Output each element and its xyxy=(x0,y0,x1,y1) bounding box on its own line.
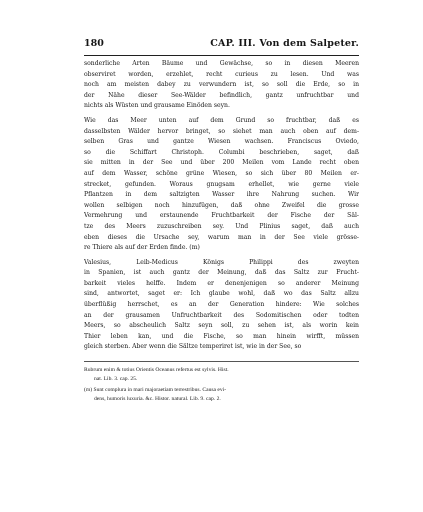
running-header xyxy=(84,38,359,56)
text-line: Thier leben kan, und die Fische, so man hinein wirfft, müssen xyxy=(84,332,359,340)
chapter-title: CAP. III. Von dem Salpeter. xyxy=(210,38,359,49)
text-line: Valesius, Leib-Medicus Königs Philippi des zweyten xyxy=(84,258,359,266)
text-line: sind, antwortet, saget er: Ich glaube wohl, daß wo das Saltz allzu xyxy=(84,290,359,298)
text-line: in Spanien, ist auch gantz der Meinung, daß das Saltz zur Frucht- xyxy=(84,269,359,277)
footnote-line: nat. Lib. 3. cap. 25. xyxy=(94,375,138,382)
text-line: nichts als Wüsten und grausame Einöden seyn. xyxy=(84,102,230,110)
text-line: der Nähe dieser See-Wälder befindlich, gantz unfruchtbar und xyxy=(84,91,359,99)
text-line: an der grausamen Unfruchtbarkeit des Sodomitischen oder todten xyxy=(84,311,359,319)
page-content xyxy=(84,38,359,406)
text-line: dasselbsten Wälder hervor bringet, so siehet man auch oben auf dem- xyxy=(84,127,359,135)
text-line: Meers, so abscheulich Saltz seyn soll, zu sehen ist, als worin kein xyxy=(84,322,359,330)
text-line: überflüßig herrschet, es an der Generation hindere: Wie solches xyxy=(84,301,359,309)
footnote xyxy=(84,386,359,403)
text-line: observiret worden, erzehlet, recht curieus zu lesen. Und was xyxy=(84,70,359,78)
body-text xyxy=(84,59,359,353)
paragraph xyxy=(84,258,359,353)
text-line: eben dieses die Ursache sey, warum man in der See viele grösse- xyxy=(84,233,359,241)
text-line: so die Schiffart Christoph. Columbi beschrieben, saget, daß xyxy=(84,148,359,156)
footnote-line: (m) Sunt complura in mari majoraetiam terrestribus. Causa evi- xyxy=(84,387,227,394)
footnote-line: dens, humoris luxuria. &c. Histor. natural. Lib. 9. cap. 2. xyxy=(94,395,221,402)
text-line: tze des Meers zuzuschreiben sey. Und Plinius saget, daß auch xyxy=(84,222,359,230)
text-line: noch am meisten dabey zu verwundern ist, so soll die Erde, so in xyxy=(84,81,359,89)
footnote xyxy=(84,366,359,383)
footnote-line: Rubrum enim & totius Orientis Oceanus refertus est sylvis. Hist. xyxy=(84,367,229,374)
text-line: sie mitten in der See und über 200 Meilen vom Lande recht oben xyxy=(84,159,359,167)
text-line: selben Gras und gantze Wiesen wachsen. Franciscus Oviedo, xyxy=(84,138,359,146)
text-line: Pflantzen in dem saltzigten Wasser ihre Nahrung suchen. Wir xyxy=(84,191,359,199)
text-line: strecket, gefunden. Woraus gnugsam erhellet, wie gerne viele xyxy=(84,180,359,188)
paragraph xyxy=(84,59,359,112)
paragraph xyxy=(84,116,359,254)
text-line: auf dem Wasser, schöne grüne Wiesen, so sich über 80 Meilen er- xyxy=(84,169,359,177)
text-line: Wie das Meer unten auf dem Grund so fruchtbar, daß es xyxy=(84,116,359,124)
text-line: wollen selbigen noch hinzufügen, daß ohne Zweifel die grosse xyxy=(84,201,359,209)
footnotes xyxy=(84,361,359,403)
page-number: 180 xyxy=(84,38,104,49)
text-line: re Thiere als auf der Erden finde. (m) xyxy=(84,244,200,252)
text-line: Vermehrung und erstaunende Fruchtbarkeit der Fische der Säl- xyxy=(84,212,359,220)
text-line: sonderliche Arten Bäume und Gewächse, so in diesen Meeren xyxy=(84,60,359,67)
text-line: barkeit vieles helffe. Indem er denenjenigen so anderer Meinung xyxy=(84,279,359,287)
text-line: gleich sterben. Aber wenn die Sältze temperiret ist, wie in der See, so xyxy=(84,343,302,351)
